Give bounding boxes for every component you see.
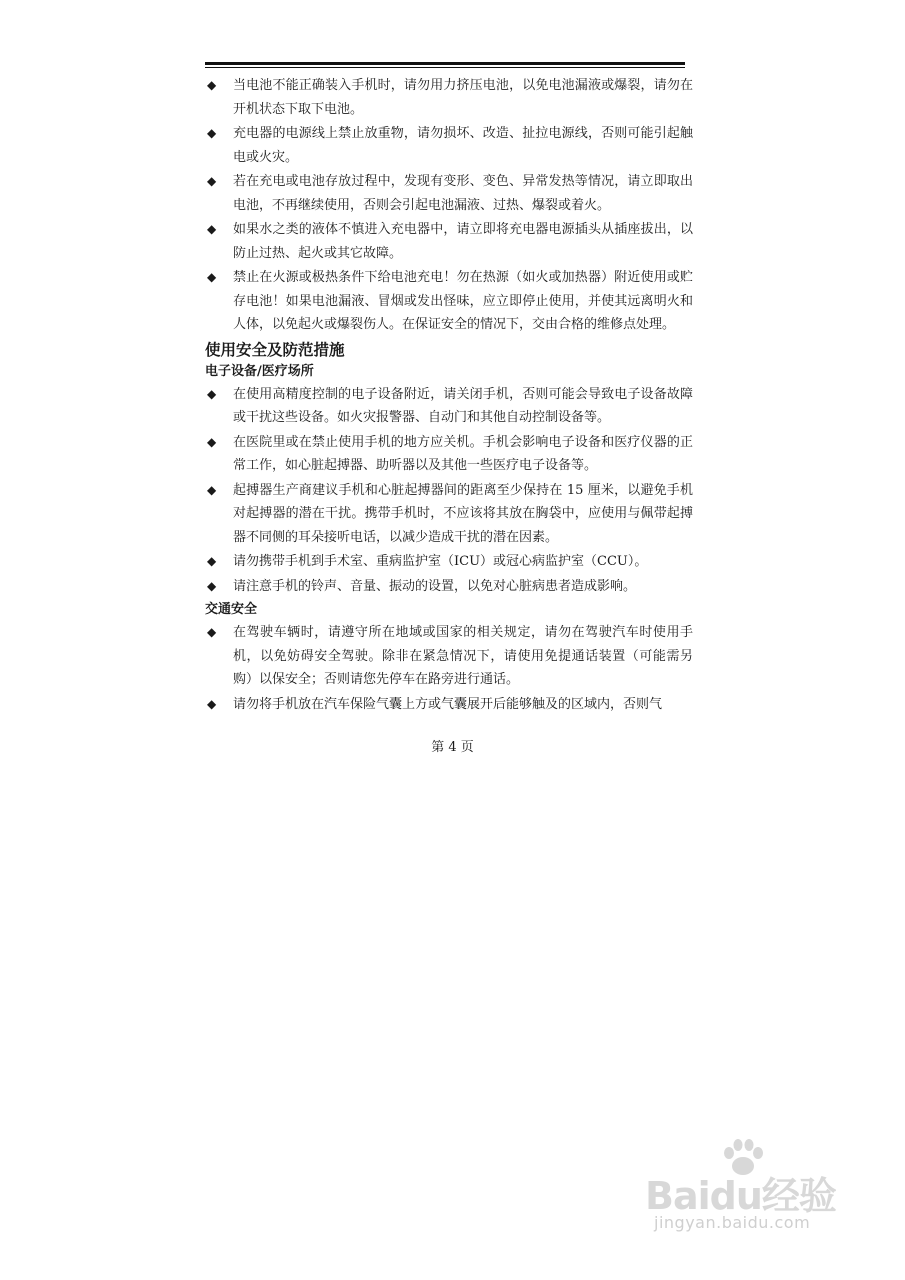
list-item-text: 禁止在火源或极热条件下给电池充电！勿在热源（如火或加热器）附近使用或贮存电池！如果电池漏液、冒烟或发出怪味，应立即停止使用，并使其远离明火和人体，以免起火或爆裂伤人。在保证安全的情况下，交由合格的维修点处理。: [233, 270, 693, 332]
page-number: 第 4 页: [431, 740, 474, 755]
diamond-bullet-icon: ◆: [207, 434, 217, 449]
list-item-text: 在驾驶车辆时，请遵守所在地域或国家的相关规定，请勿在驾驶汽车时使用手机，以免妨碍安全驾驶。除非在紧急情况下，请使用免提通话装置（可能需另购）以保安全；否则请您先停车在路旁进行通话。: [233, 625, 693, 687]
diamond-bullet-icon: ◆: [207, 625, 217, 639]
watermark-logo: Baidu经验: [645, 1174, 836, 1218]
header-rule-thin: [205, 67, 685, 68]
intro-list: [205, 74, 693, 337]
list-item: [205, 621, 693, 692]
page-body: [205, 74, 693, 717]
medical-list: [205, 383, 693, 599]
diamond-bullet-icon: ◆: [207, 222, 217, 236]
list-item: [205, 431, 693, 478]
list-item-text: 请勿将手机放在汽车保险气囊上方或气囊展开后能够触及的区域内，否则气: [233, 696, 663, 712]
list-item-text: 在使用高精度控制的电子设备附近，请关闭手机，否则可能会导致电子设备故障或干扰这些设备。如火灾报警器、自动门和其他自动控制设备等。: [233, 386, 693, 425]
section-title: 使用安全及防范措施: [205, 339, 345, 359]
diamond-bullet-icon: ◆: [207, 696, 217, 711]
header-rule: [205, 62, 685, 65]
diamond-bullet-icon: ◆: [207, 270, 217, 284]
list-item: [205, 575, 693, 599]
list-item: [205, 550, 693, 574]
list-item: [205, 266, 693, 337]
list-item-text: 请勿携带手机到手术室、重病监护室（ICU）或冠心病监护室（CCU）。: [233, 554, 648, 569]
list-item: [205, 383, 693, 430]
traffic-list: [205, 621, 693, 716]
list-item-text: 起搏器生产商建议手机和心脏起搏器间的距离至少保持在 15 厘米，以避免手机对起搏器的潜在干扰。携带手机时，不应该将其放在胸袋中，应使用与佩带起搏器不同侧的耳朵接听电话，以减少造成干扰的潜在因素。: [233, 482, 693, 545]
list-item: [205, 693, 693, 717]
list-item-text: 在医院里或在禁止使用手机的地方应关机。手机会影响电子设备和医疗仪器的正常工作，如心脏起搏器、助听器以及其他一些医疗电子设备等。: [233, 434, 693, 473]
list-item-text: 请注意手机的铃声、音量、振动的设置，以免对心脏病患者造成影响。: [233, 578, 637, 594]
subsection-title-traffic: 交通安全: [205, 602, 258, 617]
list-item: [205, 74, 693, 121]
list-item: [205, 479, 693, 550]
diamond-bullet-icon: ◆: [207, 126, 217, 140]
list-item: [205, 170, 693, 217]
subsection-title-medical: 电子设备/医疗场所: [205, 363, 314, 379]
list-item-text: 若在充电或电池存放过程中，发现有变形、变色、异常发热等情况，请立即取出电池，不再继续使用，否则会引起电池漏液、过热、爆裂或着火。: [233, 174, 693, 213]
diamond-bullet-icon: ◆: [207, 174, 217, 188]
list-item-text: 如果水之类的液体不慎进入充电器中，请立即将充电器电源插头从插座拔出，以防止过热、起火或其它故障。: [233, 222, 693, 261]
diamond-bullet-icon: ◆: [207, 482, 217, 497]
list-item-text: 当电池不能正确装入手机时，请勿用力挤压电池，以免电池漏液或爆裂，请勿在开机状态下取下电池。: [233, 78, 693, 117]
diamond-bullet-icon: ◆: [207, 578, 217, 593]
diamond-bullet-icon: ◆: [207, 554, 217, 568]
watermark-url: jingyan.baidu.com: [654, 1213, 811, 1232]
list-item-text: 充电器的电源线上禁止放重物，请勿损坏、改造、扯拉电源线，否则可能引起触电或火灾。: [233, 126, 693, 165]
list-item: [205, 122, 693, 169]
list-item: [205, 218, 693, 265]
diamond-bullet-icon: ◆: [207, 78, 217, 92]
diamond-bullet-icon: ◆: [207, 386, 217, 401]
